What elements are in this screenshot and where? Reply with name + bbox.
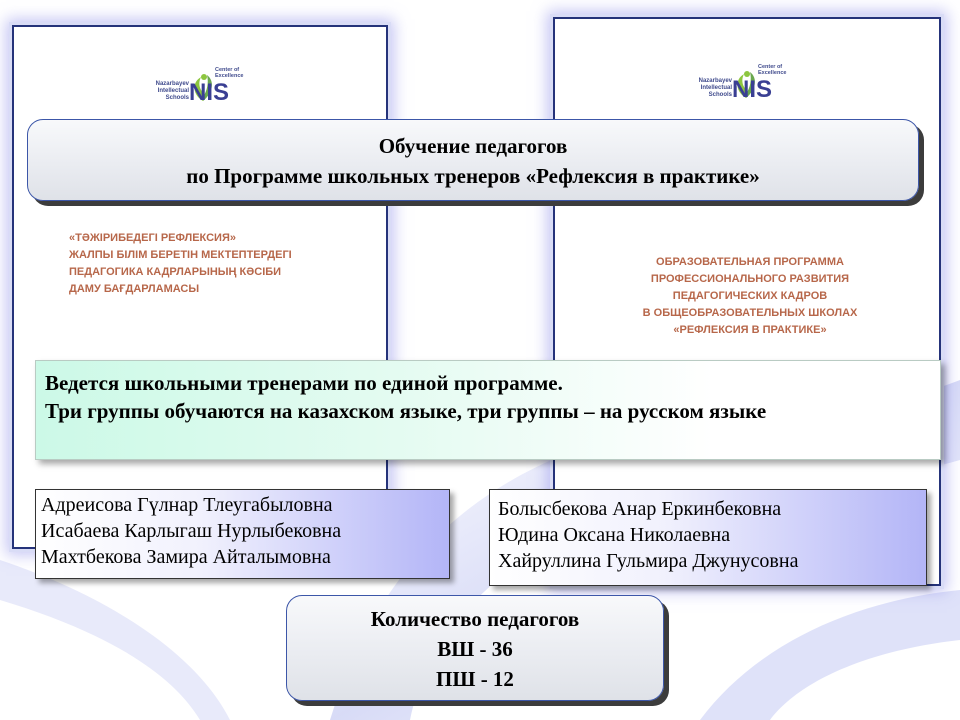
logo-small-text: Nazarbayev Intellectual Schools xyxy=(155,81,189,101)
program-info xyxy=(35,360,941,460)
trainers-list-left xyxy=(35,489,450,579)
trainer-name: Болысбекова Анар Еркинбековна xyxy=(498,498,782,520)
teacher-count xyxy=(286,595,664,701)
document-cover-text: ОБРАЗОВАТЕЛЬНАЯ ПРОГРАММА ПРОФЕССИОНАЛЬНОГО РАЗВИТИЯ ПЕДАГОГИЧЕСКИХ КАДРОВ В ОБЩЕОБРАЗОВАТЕЛЬНЫХ ШКОЛАХ «РЕФЛЕКСИЯ В ПРАКТИКЕ» xyxy=(642,256,858,336)
trainers-list-right xyxy=(489,489,927,586)
document-cover-kazakh xyxy=(12,25,388,549)
count-vsh: ВШ - 36 xyxy=(437,637,513,661)
logo-nis-text: NIS xyxy=(189,79,230,106)
trainer-name: Исабаева Карлыгаш Нурлыбековна xyxy=(41,520,342,542)
info-line-1: Ведется школьными тренерами по единой программе. xyxy=(45,371,563,395)
count-title: Количество педагогов xyxy=(370,607,580,631)
trainer-name: Хайруллина Гульмира Джунусовна xyxy=(498,550,799,572)
title-line-1: Обучение педагогов xyxy=(378,134,568,158)
trainer-name: Юдина Оксана Николаевна xyxy=(498,524,731,546)
slide-title xyxy=(27,119,919,201)
count-psh: ПШ - 12 xyxy=(436,667,514,691)
logo-center-text: Center of Excellence xyxy=(215,67,244,79)
info-line-2: Три группы обучаются на казахском языке, три группы – на русском языке xyxy=(45,399,767,423)
title-line-2: по Программе школьных тренеров «Рефлексия в практике» xyxy=(186,164,760,188)
logo-nis-text: NIS xyxy=(732,76,773,103)
trainer-name: Махтбекова Замира Айталымовна xyxy=(41,546,331,568)
trainer-name: Адреисова Гүлнар Тлеугабыловна xyxy=(41,494,333,516)
document-cover-text: «ТӘЖІРИБЕДЕГІ РЕФЛЕКСИЯ» ЖАЛПЫ БІЛІМ БЕРЕТІН МЕКТЕПТЕРДЕГІ ПЕДАГОГИКА КАДРЛАРЫНЫҢ КӘСІБИ ДАМУ БАҒДАРЛАМАСЫ xyxy=(69,232,292,295)
nis-logo xyxy=(149,67,259,117)
logo-small-text: Nazarbayev Intellectual Schools xyxy=(698,78,732,98)
logo-center-text: Center of Excellence xyxy=(758,64,787,76)
nis-logo xyxy=(692,64,802,114)
